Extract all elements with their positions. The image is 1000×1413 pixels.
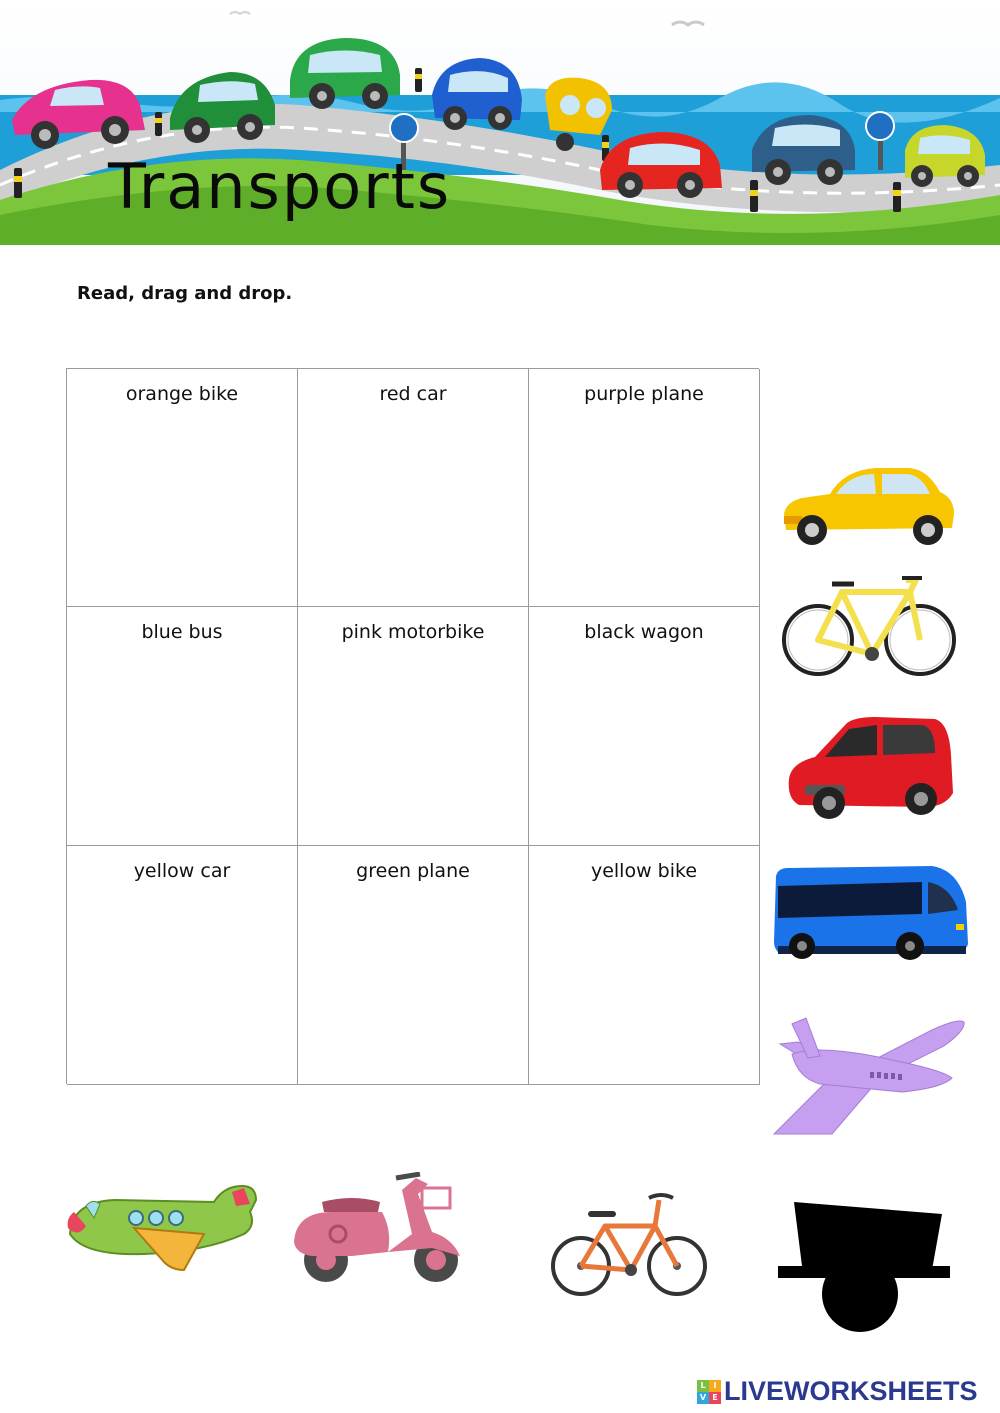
drop-zone-label: green plane [356,860,470,882]
draggable-pink-motorbike-icon[interactable] [292,1172,468,1286]
drop-zone-yellow-bike[interactable] [529,846,760,1085]
page-title: Transports [108,150,452,223]
draggable-blue-bus-icon[interactable] [772,862,970,964]
draggable-orange-bike-icon[interactable] [551,1190,709,1298]
instruction-text: Read, drag and drop. [77,283,293,304]
drop-zone-purple-plane[interactable] [529,369,760,607]
draggable-purple-plane-icon[interactable] [772,1014,968,1138]
drop-zone-orange-bike[interactable] [67,369,298,607]
drop-zone-green-plane[interactable] [298,846,529,1085]
draggable-red-car-icon[interactable] [785,715,955,823]
logo-text: LIVEWORKSHEETS [724,1376,978,1406]
draggable-yellow-bike-icon[interactable] [780,574,958,682]
drop-zone-yellow-car[interactable] [67,846,298,1085]
drop-zone-red-car[interactable] [298,369,529,607]
drop-zone-label: red car [379,383,447,405]
drop-grid [66,368,759,1084]
drop-zone-label: orange bike [125,383,239,405]
drop-zone-label: yellow bike [590,860,698,882]
draggable-green-plane-icon[interactable] [64,1182,260,1272]
drop-zone-label: purple plane [584,383,704,405]
drop-zone-label: blue bus [141,621,223,643]
drop-zone-black-wagon[interactable] [529,607,760,846]
drop-zone-blue-bus[interactable] [67,607,298,846]
drop-zone-label: black wagon [584,621,704,643]
logo-mark-icon: L I V E [697,1380,721,1404]
drop-zone-pink-motorbike[interactable] [298,607,529,846]
draggable-yellow-car-icon[interactable] [780,462,956,548]
drop-zone-label: yellow car [133,860,231,882]
drop-zone-label: pink motorbike [341,621,485,643]
liveworksheets-logo [697,1376,978,1407]
draggable-black-wagon-icon[interactable] [776,1198,952,1336]
